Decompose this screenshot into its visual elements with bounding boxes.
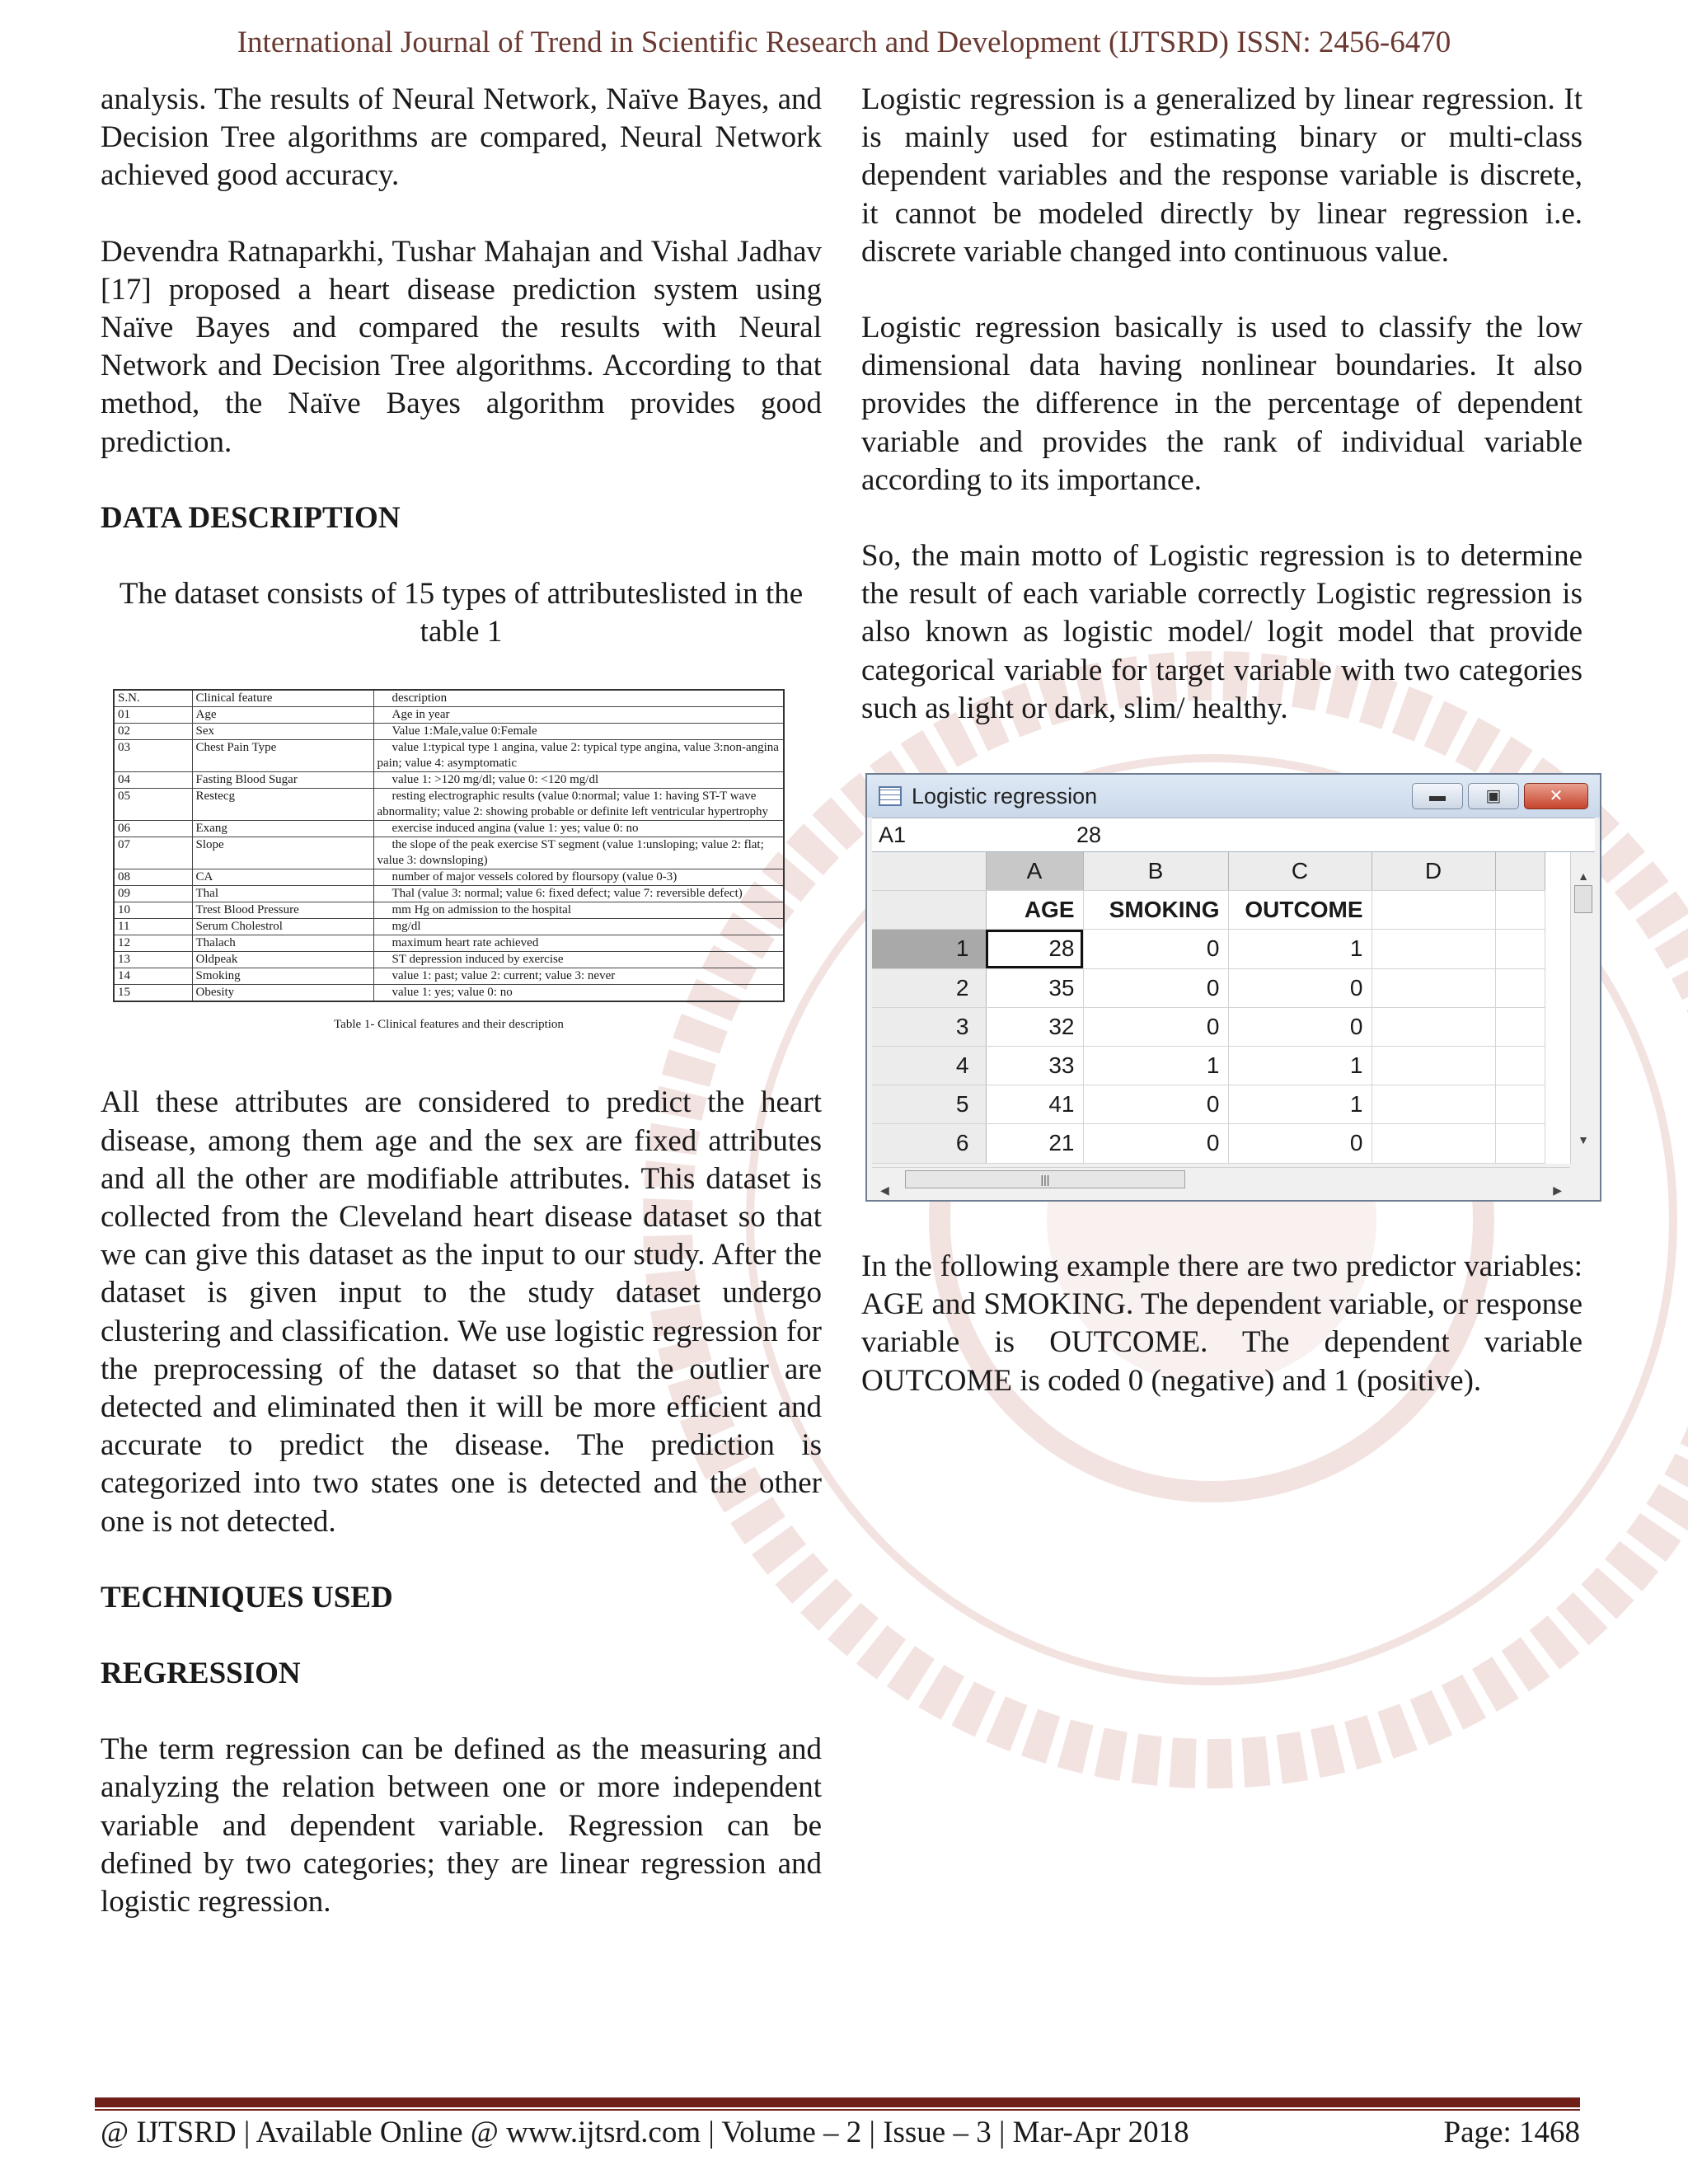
empty-cell[interactable] [1372,930,1495,968]
maximize-icon[interactable]: ▣ [1468,783,1519,809]
table-cell: exercise induced angina (value 1: yes; value 0: no [373,821,784,837]
table-cell: value 1: >120 mg/dl; value 0: <120 mg/dl [373,772,784,789]
table-cell: number of major vessels colored by floursopy (value 0-3) [373,869,784,886]
cell-smoking[interactable]: 0 [1083,1085,1228,1124]
empty-cell[interactable] [1372,1007,1495,1046]
paragraph: In the following example there are two predictor variables: AGE and SMOKING. The dependent variable, or response variable is OUTCOME. The dependent variable OUTCOME is coded 0 (negative) and 1 (positive). [861,1249,1582,1398]
row-header[interactable]: 3 [872,1007,986,1046]
cell-smoking[interactable]: 0 [1083,968,1228,1007]
variable-names-row [872,891,1545,930]
empty-cell[interactable] [1372,1047,1495,1085]
table-cell: 14 [114,968,192,985]
table-cell: 03 [114,740,192,772]
table-cell: 12 [114,935,192,952]
spreadsheet-grid[interactable] [872,852,1595,1164]
column-header-b[interactable]: B [1083,852,1228,891]
empty-cell[interactable] [1495,1007,1545,1046]
empty-cell[interactable] [1495,1047,1545,1085]
table-cell: 04 [114,772,192,789]
table-row [114,707,784,724]
cell-age[interactable]: 35 [986,968,1083,1007]
table-cell: Smoking [192,968,373,985]
grid-icon [879,786,902,806]
table-cell: ST depression induced by exercise [373,952,784,968]
table-row [114,985,784,1002]
table-row [114,935,784,952]
cell-reference[interactable]: A1 [879,822,907,847]
table-cell: Restecg [192,789,373,821]
paragraph: The dataset consists of 15 types of attributeslisted in the table 1 [119,577,804,649]
cell-age[interactable]: 33 [986,1047,1083,1085]
paragraph: Devendra Ratnaparkhi, Tushar Mahajan and Vishal Jadhav [17] proposed a heart disease prediction system using Naïve Bayes and compared the results with Neural Network and Decision Tree algorithms. According to that method, the Naïve Bayes algorithm provides good prediction. [101,234,822,459]
window-title: Logistic regression [912,783,1098,808]
cell-outcome[interactable]: 0 [1228,1007,1372,1046]
table-row [114,724,784,740]
table-cell: mg/dl [373,919,784,935]
sheet-row [872,1047,1545,1085]
page-footer [101,2115,1580,2150]
row-header[interactable] [872,891,986,930]
right-column [861,81,1589,1400]
table-row [114,789,784,821]
clinical-features-figure [113,689,785,1033]
cell-smoking[interactable]: 1 [1083,1047,1228,1085]
page-number: Page: 1468 [1443,2116,1580,2149]
table-cell: Thalach [192,935,373,952]
table-row [114,886,784,902]
table-row [114,740,784,772]
sheet-row [872,930,1545,968]
table-cell: Sex [192,724,373,740]
scroll-up-icon[interactable]: ▲ [1578,869,1589,883]
cell-smoking[interactable]: 0 [1083,1124,1228,1163]
cell-smoking[interactable]: 0 [1083,1007,1228,1046]
var-name-outcome[interactable]: OUTCOME [1228,891,1372,930]
horizontal-scroll-thumb[interactable]: ||| [905,1170,1185,1188]
cell-reference-bar [872,818,1595,852]
cell-age[interactable]: 28 [986,930,1083,968]
column-header-d[interactable]: D [1372,852,1495,891]
close-icon[interactable]: ✕ [1524,783,1588,809]
table-cell: Serum Cholestrol [192,919,373,935]
paragraph: All these attributes are considered to predict the heart disease, among them age and the sex are fixed attributes and all the other are modifiable attributes. This dataset is collected from the Cleveland heart disease dataset so that we can give this dataset as the input to our study. After the dataset is given input to the study dataset undergo clustering and classification. We use logistic regression for the preprocessing of the dataset so that the outlier are detected and eliminated then it will be more efficient and accurate to predict the disease. The prediction is categorized into two states one is detected and the other one is not detected. [101,1085,822,1539]
table-header-cell: Clinical feature [192,690,373,707]
empty-cell[interactable] [1372,1085,1495,1124]
table-cell: Age [192,707,373,724]
corner-cell[interactable] [872,852,986,891]
table-header-row [114,690,784,707]
footer-publication-info: @ IJTSRD | Available Online @ www.ijtsrd.com | Volume – 2 | Issue – 3 | Mar-Apr 2018 [101,2116,1189,2149]
table-cell: 11 [114,919,192,935]
row-header[interactable]: 2 [872,968,986,1007]
table-cell: 13 [114,952,192,968]
cell-outcome[interactable]: 1 [1228,930,1372,968]
cell-age[interactable]: 21 [986,1124,1083,1163]
empty-cell[interactable] [1495,891,1545,930]
table-caption: Table 1- Clinical features and their description [334,1018,564,1032]
table-cell: resting electrographic results (value 0:normal; value 1: having ST-T wave abnormality; value 2: showing probable or definite left ventricular hypertrophy [373,789,784,821]
scroll-down-icon[interactable]: ▼ [1578,1132,1589,1146]
paragraph: Logistic regression basically is used to classify the low dimensional data having nonlinear boundaries. It also provides the difference in the percentage of dependent variable and provides the rank of individual variable according to its importance. [861,311,1582,497]
footer-rule [95,2097,1580,2107]
cell-outcome[interactable]: 1 [1228,1085,1372,1124]
table-cell: 07 [114,837,192,869]
table-row [114,821,784,837]
row-header[interactable]: 5 [872,1085,986,1124]
table-cell: 10 [114,902,192,919]
table-cell: maximum heart rate achieved [373,935,784,952]
table-cell: Value 1:Male,value 0:Female [373,724,784,740]
empty-cell[interactable] [1372,891,1495,930]
table-row [114,837,784,869]
row-header[interactable]: 4 [872,1047,986,1085]
sheet-row [872,1085,1545,1124]
paragraph: The term regression can be defined as the measuring and analyzing the relation between one or more independent variable and dependent variable. Regression can be defined by two categories; they are linear regression and logistic regression. [101,1732,822,1919]
column-header-e[interactable] [1495,852,1545,891]
section-heading-data-description: DATA DESCRIPTION [101,500,401,535]
journal-header: International Journal of Trend in Scientific Research and Development (IJTSRD) ISSN: 2456-6470 [237,26,1451,59]
table-cell: Age in year [373,707,784,724]
table-row [114,968,784,985]
table-cell: value 1: yes; value 0: no [373,985,784,1002]
table-cell: Thal [192,886,373,902]
horizontal-scrollbar[interactable] [872,1167,1570,1197]
table-header-cell: S.N. [114,690,192,707]
window-titlebar[interactable] [867,775,1600,818]
table-header-cell: description [373,690,784,707]
table-row [114,902,784,919]
cell-outcome[interactable]: 1 [1228,1047,1372,1085]
table-cell: Exang [192,821,373,837]
table-row [114,772,784,789]
table-cell: 09 [114,886,192,902]
table-cell: 05 [114,789,192,821]
sheet-row [872,968,1545,1007]
var-name-smoking[interactable]: SMOKING [1083,891,1228,930]
table-row [114,869,784,886]
table-cell: 06 [114,821,192,837]
table-cell: Chest Pain Type [192,740,373,772]
table-cell: value 1: past; value 2: current; value 3: never [373,968,784,985]
table-cell: 01 [114,707,192,724]
cell-age[interactable]: 41 [986,1085,1083,1124]
section-heading-regression: REGRESSION [101,1657,301,1691]
table-cell: Slope [192,837,373,869]
logistic-regression-window [865,773,1601,1202]
scroll-right-icon[interactable]: ▶ [1553,1183,1562,1197]
row-header[interactable]: 6 [872,1124,986,1163]
clinical-features-table [113,689,785,1002]
table-cell: the slope of the peak exercise ST segment (value 1:unsloping; value 2: flat; value 3: downsloping) [373,837,784,869]
table-cell: mm Hg on admission to the hospital [373,902,784,919]
section-heading-techniques-used: TECHNIQUES USED [101,1580,393,1615]
cell-outcome[interactable]: 0 [1228,1124,1372,1163]
cell-value[interactable]: 28 [1076,822,1102,847]
empty-cell[interactable] [1495,1085,1545,1124]
row-header[interactable]: 1 [872,930,986,968]
paragraph: So, the main motto of Logistic regression is to determine the result of each variable correctly Logistic regression is also known as logistic model/ logit model that provide categorical variable for target variable with two categories such as light or dark, slim/ healthy. [861,539,1582,725]
table-row [114,952,784,968]
var-name-age[interactable]: AGE [986,891,1083,930]
sheet-row [872,1124,1545,1163]
minimize-icon[interactable]: ▬ [1412,783,1463,809]
footer-rule-thin [95,2109,1580,2111]
table-cell: Oldpeak [192,952,373,968]
cell-smoking[interactable]: 0 [1083,930,1228,968]
empty-cell[interactable] [1495,930,1545,968]
vertical-scroll-thumb[interactable] [1574,885,1592,913]
empty-cell[interactable] [1372,968,1495,1007]
vertical-scrollbar[interactable] [1570,852,1595,1164]
paragraph: Logistic regression is a generalized by linear regression. It is mainly used for estimating binary or multi-class dependent variables and the response variable is discrete, it cannot be modeled directly by linear regression i.e. discrete variable changed into continuous value. [861,82,1582,269]
cell-age[interactable]: 32 [986,1007,1083,1046]
table-cell: Thal (value 3: normal; value 6: fixed defect; value 7: reversible defect) [373,886,784,902]
column-header-row [872,852,1545,891]
empty-cell[interactable] [1495,968,1545,1007]
empty-cell[interactable] [1495,1124,1545,1163]
table-cell: 02 [114,724,192,740]
column-header-a[interactable]: A [986,852,1083,891]
table-cell: Obesity [192,985,373,1002]
table-cell: 08 [114,869,192,886]
cell-outcome[interactable]: 0 [1228,968,1372,1007]
left-column [101,81,822,1921]
table-cell: CA [192,869,373,886]
table-row [114,919,784,935]
scroll-left-icon[interactable]: ◀ [880,1183,889,1197]
empty-cell[interactable] [1372,1124,1495,1163]
sheet-row [872,1007,1545,1046]
table-cell: Trest Blood Pressure [192,902,373,919]
table-cell: 15 [114,985,192,1002]
table-cell: Fasting Blood Sugar [192,772,373,789]
table-cell: value 1:typical type 1 angina, value 2: typical type angina, value 3:non-angina pain; value 4: asymptomatic [373,740,784,772]
paragraph: analysis. The results of Neural Network, Naïve Bayes, and Decision Tree algorithms are compared, Neural Network achieved good accuracy. [101,82,822,193]
column-header-c[interactable]: C [1228,852,1372,891]
